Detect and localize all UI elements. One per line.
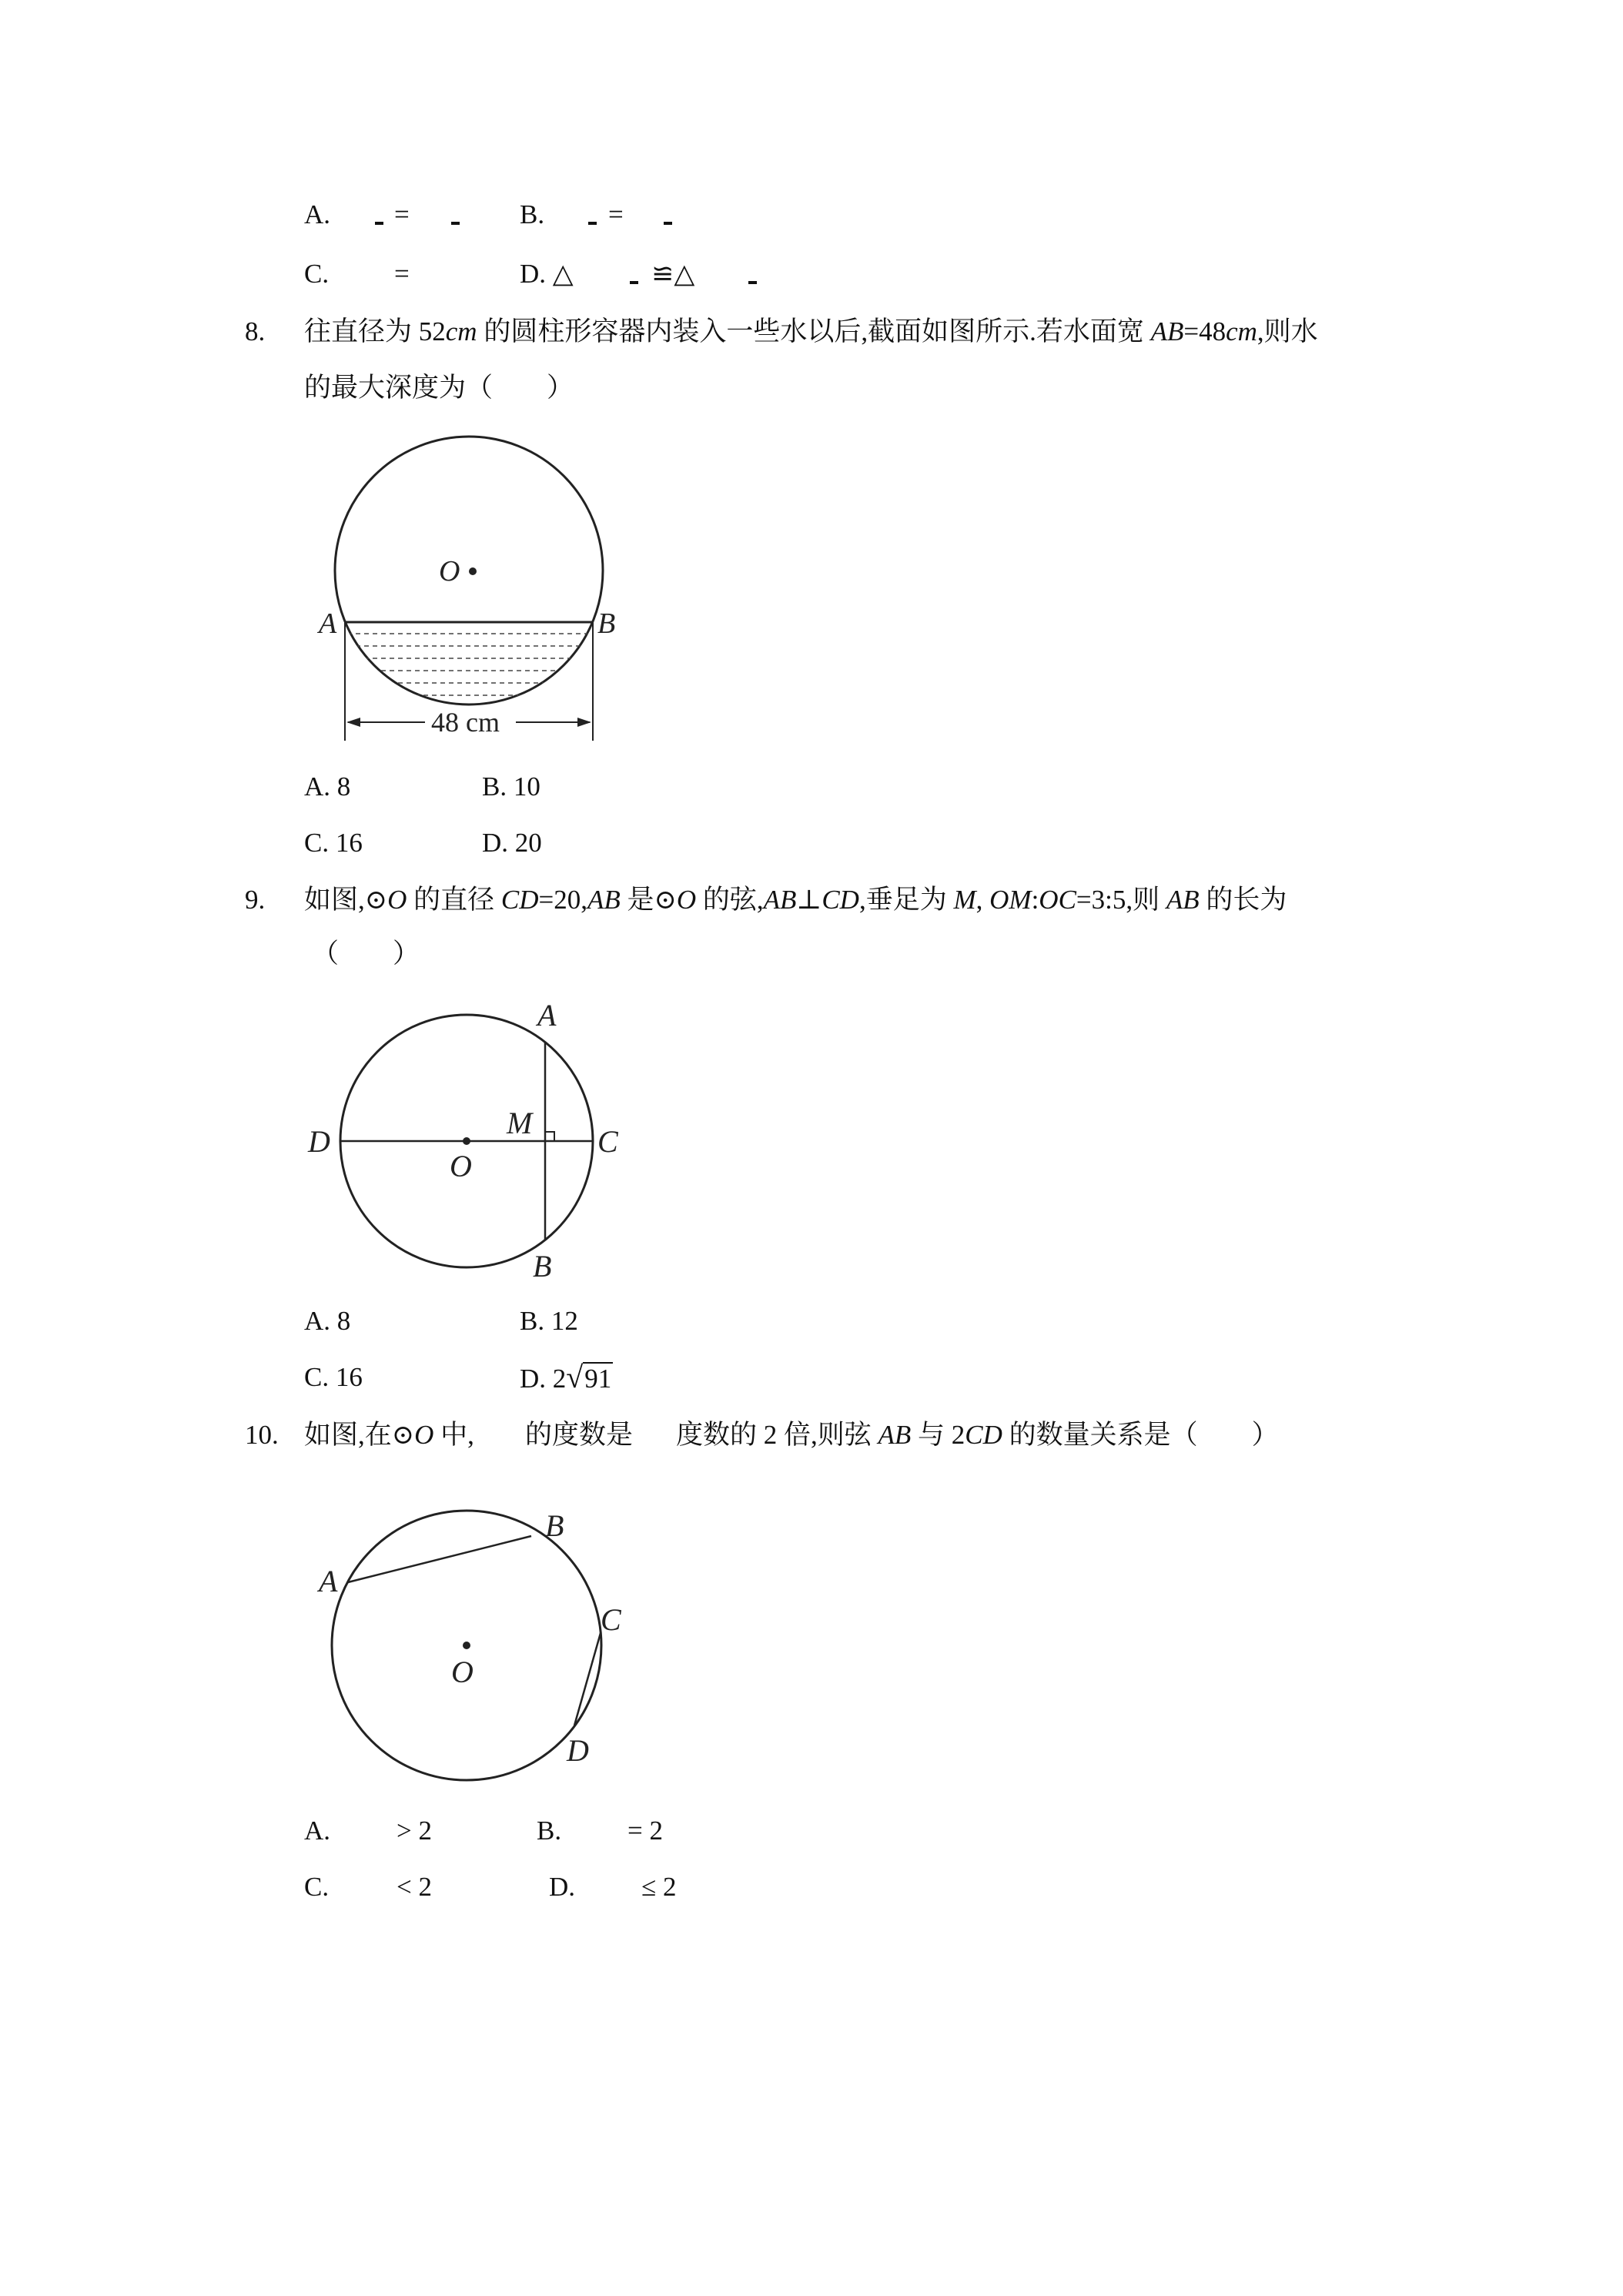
q7-placeholder-dash (451, 222, 460, 225)
q7-option-d-relation: ≌△ (651, 259, 695, 289)
water-hatching (339, 634, 601, 695)
q7-option-b-label: B. (520, 199, 545, 229)
option-c-relation: < 2 (397, 1872, 432, 1902)
option-b-relation: = 2 (627, 1816, 663, 1846)
question-stem-segment-1: 如图,在⊙O 中, (304, 1420, 474, 1450)
q7-option-d-label: D. △ (520, 259, 574, 289)
q7-option-a-label: A. (304, 199, 331, 229)
center-point (463, 1642, 470, 1649)
q7-placeholder-dash (375, 222, 383, 225)
label-o: O (450, 1149, 472, 1183)
question-stem-line-2: 的最大深度为（ ） (304, 373, 574, 403)
q7-option-c-relation: = (394, 259, 410, 289)
option-d-label: D. (549, 1872, 576, 1902)
option-b: B. 10 (482, 771, 540, 802)
center-point (469, 567, 477, 575)
water-cross-section-diagram (308, 431, 631, 755)
option-c: C. 16 (304, 828, 363, 858)
label-a: A (319, 607, 337, 640)
q7-placeholder-dash (664, 222, 672, 225)
label-d: D (567, 1733, 589, 1768)
arcs-and-chords-diagram (308, 1490, 647, 1798)
q7-placeholder-dash (588, 222, 597, 225)
option-c-label: C. (304, 1872, 330, 1902)
label-a: A (537, 998, 557, 1033)
question-stem-line-1: 如图,⊙O 的直径 CD=20,AB 是⊙O 的弦,AB⊥CD,垂足为 M, OM:OC=3:5,则 AB 的长为 (304, 885, 1287, 915)
q7-placeholder-dash (630, 281, 638, 284)
label-c: C (597, 1124, 618, 1159)
q7-option-b-relation: = (608, 199, 624, 229)
chord-ab (348, 1536, 531, 1582)
option-d: D. 2√91 (520, 1360, 612, 1394)
question-stem-line-1: 往直径为 52cm 的圆柱形容器内装入一些水以后,截面如图所示.若水面宽 AB=48cm,则水 (304, 316, 1318, 346)
label-c: C (601, 1602, 621, 1637)
label-d: D (308, 1124, 330, 1159)
option-a: A. 8 (304, 1306, 351, 1336)
right-angle-mark (545, 1132, 554, 1141)
perpendicular-chord-diagram (300, 993, 639, 1286)
center-point (463, 1137, 470, 1145)
label-b: B (597, 607, 616, 640)
question-stem-segment-3: 度数的 2 倍,则弦 AB 与 2CD 的数量关系是（ ） (676, 1420, 1279, 1450)
question-number: 8. (245, 316, 266, 346)
option-d-relation: ≤ 2 (641, 1872, 677, 1902)
question-number: 10. (245, 1420, 279, 1450)
option-a-relation: > 2 (397, 1816, 432, 1846)
question-stem-line-2: （ ） (312, 939, 420, 969)
label-b: B (533, 1249, 552, 1284)
arrowhead-left (346, 718, 360, 727)
label-o: O (439, 555, 460, 587)
label-m: M (507, 1106, 533, 1140)
option-b: B. 12 (520, 1306, 578, 1336)
label-a: A (319, 1564, 338, 1598)
option-b-label: B. (537, 1816, 562, 1846)
question-number: 9. (245, 885, 266, 915)
option-c: C. 16 (304, 1362, 363, 1392)
label-o: O (451, 1655, 474, 1689)
q7-placeholder-dash (748, 281, 757, 284)
q7-option-a-relation: = (394, 199, 410, 229)
label-b: B (545, 1508, 564, 1543)
option-a-label: A. (304, 1816, 331, 1846)
q7-option-c-label: C. (304, 259, 330, 289)
option-d: D. 20 (482, 828, 542, 858)
option-a: A. 8 (304, 771, 351, 802)
arrowhead-right (577, 718, 591, 727)
width-label: 48 cm (431, 707, 500, 738)
circle-outline (335, 437, 603, 705)
question-stem-segment-2: 的度数是 (525, 1420, 634, 1450)
